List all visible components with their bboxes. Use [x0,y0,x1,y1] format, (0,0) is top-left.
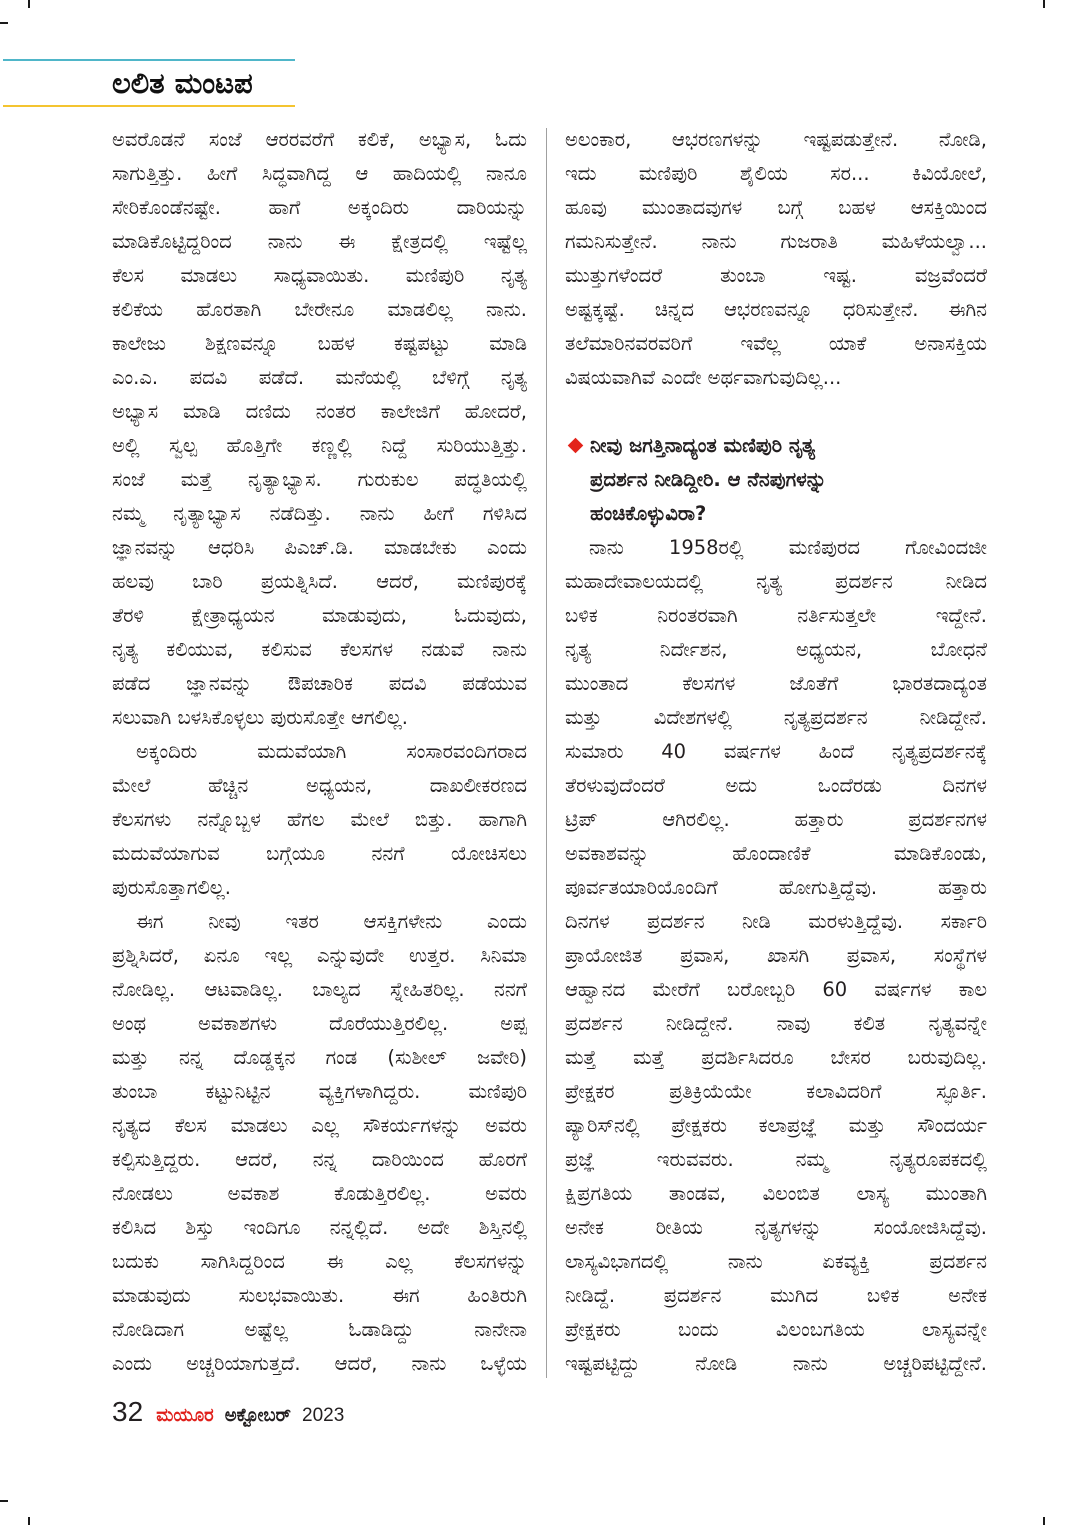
text-line: ಅನೇಕ ರೀತಿಯ ನೃತ್ಯಗಳನ್ನು ಸಂಯೋಜಿಸಿದ್ದೆವು. [565,1216,987,1239]
text-line: ಇದು ಮಣಿಪುರಿ ಶೈಲಿಯ ಸರ... ಕಿವಿಯೋಲೆ, [565,162,987,185]
text-line: ಅಷ್ಟಕ್ಕಷ್ಟೆ. ಚಿನ್ನದ ಆಭರಣವನ್ನೂ ಧರಿಸುತ್ತೇನೆ. ಈಗಿನ [565,298,987,321]
magazine-logo: ಮಯೂರ [156,1405,214,1426]
text-line: ಕಲಿಸಿದ ಶಿಸ್ತು ಇಂದಿಗೂ ನನ್ನಲ್ಲಿದೆ. ಅದೇ ಶಿಸ್ತಿನಲ್ಲಿ [112,1216,527,1239]
text-line: ಮೇಲೆ ಹೆಚ್ಚಿನ ಅಧ್ಯಯನ, ದಾಖಲೀಕರಣದ [112,774,527,797]
text-line: ಮತ್ತೆ ಮತ್ತೆ ಪ್ರದರ್ಶಿಸಿದರೂ ಬೇಸರ ಬರುವುದಿಲ್ಲ. [565,1046,987,1069]
text-line: ಈಗ ನೀವು ಇತರ ಆಸಕ್ತಿಗಳೇನು ಎಂದು [136,910,527,933]
issue-month: ಅಕ್ಟೋಬರ್ [224,1405,291,1426]
text-line: ತುಂಬಾ ಕಟ್ಟುನಿಟ್ಟಿನ ವ್ಯಕ್ತಿಗಳಾಗಿದ್ದರು. ಮಣಿಪುರಿ [112,1080,527,1103]
crop-mark [28,0,30,8]
text-line: ನೋಡಲು ಅವಕಾಶ ಕೊಡುತ್ತಿರಲಿಲ್ಲ. ಅವರು [112,1182,527,1205]
text-line: ಬದುಕು ಸಾಗಿಸಿದ್ದರಿಂದ ಈ ಎಲ್ಲ ಕೆಲಸಗಳನ್ನು [112,1250,527,1273]
text-line: ಕೆಲಸಗಳು ನನ್ನೊಬ್ಬಳ ಹೆಗಲ ಮೇಲೆ ಬಿತ್ತು. ಹಾಗಾಗಿ [112,808,527,831]
text-line: ಅವಕಾಶವನ್ನು ಹೊಂದಾಣಿಕೆ ಮಾಡಿಕೊಂಡು, [565,842,987,865]
diamond-bullet-icon [568,438,584,454]
text-line: ಸಲುವಾಗಿ ಬಳಸಿಕೊಳ್ಳಲು ಪುರುಸೊತ್ತೇ ಆಗಲಿಲ್ಲ. [112,706,409,729]
text-line: ತೆರಳುವುದೆಂದರೆ ಅದು ಒಂದೆರಡು ದಿನಗಳ [565,774,987,797]
text-line: ಕ್ಷಿಪ್ರಗತಿಯ ತಾಂಡವ, ವಿಲಂಬಿತ ಲಾಸ್ಯ ಮುಂತಾಗಿ [565,1182,987,1205]
text-line: ಪ್ರಾಯೋಜಿತ ಪ್ರವಾಸ, ಖಾಸಗಿ ಪ್ರವಾಸ, ಸಂಸ್ಥೆಗಳ [565,944,987,967]
text-line: ನೋಡಿಲ್ಲ. ಆಟವಾಡಿಲ್ಲ. ಬಾಲ್ಯದ ಸ್ನೇಹಿತರಿಲ್ಲ. ನನಗೆ [112,978,527,1001]
text-line: ಕಲ್ಪಿಸುತ್ತಿದ್ದರು. ಆದರೆ, ನನ್ನ ದಾರಿಯಿಂದ ಹೊರಗೆ [112,1148,527,1171]
body-paragraph [112,123,527,735]
text-line: ನೀವು ಜಗತ್ತಿನಾದ್ಯಂತ ಮಣಿಪುರಿ ನೃತ್ಯ [590,434,816,457]
right-column [565,123,987,1381]
text-line: ಎಂ.ಎ. ಪದವಿ ಪಡೆದೆ. ಮನೆಯಲ್ಲಿ ಬೆಳಿಗ್ಗೆ ನೃತ್ಯ [112,366,527,389]
body-paragraph [112,735,527,905]
text-line: ವಿಷಯವಾಗಿವೆ ಎಂದೇ ಅರ್ಥವಾಗುವುದಿಲ್ಲ... [565,366,842,389]
crop-mark [1043,1517,1045,1525]
page-number: 32 [112,1396,144,1427]
question-text [590,429,987,531]
text-line: ಸೇರಿಕೊಂಡೆನಷ್ಟೇ. ಹಾಗೆ ಅಕ್ಕಂದಿರು ದಾರಿಯನ್ನು [112,196,527,219]
text-line: ಅಂಥ ಅವಕಾಶಗಳು ದೊರೆಯುತ್ತಿರಲಿಲ್ಲ. ಅಪ್ಪ [112,1012,527,1035]
text-line: ಮುಂತಾದ ಕೆಲಸಗಳ ಜೊತೆಗೆ ಭಾರತದಾದ್ಯಂತ [565,672,987,695]
text-line: ದಿನಗಳ ಪ್ರದರ್ಶನ ನೀಡಿ ಮರಳುತ್ತಿದ್ದೆವು. ಸರ್ಕಾರಿ [565,910,987,933]
text-line: ಸಾಗುತ್ತಿತ್ತು. ಹೀಗೆ ಸಿದ್ಧವಾಗಿದ್ದ ಆ ಹಾದಿಯಲ್ಲಿ ನಾನೂ [112,162,527,185]
text-line: ಪ್ರೇಕ್ಷಕರ ಪ್ರತಿಕ್ರಿಯೆಯೇ ಕಲಾವಿದರಿಗೆ ಸ್ಫೂರ್ತಿ. [565,1080,987,1103]
interview-question [565,429,987,531]
text-line: ಅವರೊಡನೆ ಸಂಜೆ ಆರರವರೆಗೆ ಕಲಿಕೆ, ಅಭ್ಯಾಸ, ಓದು [112,128,527,151]
text-line: ತಲೆಮಾರಿನವರವರಿಗೆ ಇವೆಲ್ಲ ಯಾಕೆ ಅನಾಸಕ್ತಿಯ [565,332,987,355]
text-line: ಪ್ರಶ್ನಿಸಿದರೆ, ಏನೂ ಇಲ್ಲ ಎನ್ನುವುದೇ ಉತ್ತರ. ಸಿನಿಮಾ [112,944,527,967]
text-line: ಪ್ರದರ್ಶನ ನೀಡಿದ್ದೀರಿ. ಆ ನೆನಪುಗಳನ್ನು [590,468,827,491]
text-line: ಗಮನಿಸುತ್ತೇನೆ. ನಾನು ಗುಜರಾತಿ ಮಹಿಳೆಯಲ್ವಾ... [565,230,987,253]
text-line: ಅಲ್ಲಿ ಸ್ವಲ್ಪ ಹೊತ್ತಿಗೇ ಕಣ್ಣಲ್ಲಿ ನಿದ್ದೆ ಸುರಿಯುತ್ತಿತ್ತು. [112,434,527,457]
text-line: ನಮ್ಮ ನೃತ್ಯಾಭ್ಯಾಸ ನಡೆದಿತ್ತು. ನಾನು ಹೀಗೆ ಗಳಿಸಿದ [112,502,527,525]
header-rule-bottom [3,105,295,107]
answer-paragraph [565,531,987,1381]
paragraph-gap [565,395,987,429]
text-line: ಪಡೆದ ಜ್ಞಾನವನ್ನು ಔಪಚಾರಿಕ ಪದವಿ ಪಡೆಯುವ [112,672,527,695]
text-line: ನೃತ್ಯ ಕಲಿಯುವ, ಕಲಿಸುವ ಕೆಲಸಗಳ ನಡುವೆ ನಾನು [112,638,527,661]
issue-year: 2023 [302,1405,345,1426]
text-line: ನಾನು 1958ರಲ್ಲಿ ಮಣಿಪುರದ ಗೋವಿಂದಜೀ [589,536,987,559]
text-line: ಇಷ್ಟಪಟ್ಟಿದ್ದು ನೋಡಿ ನಾನು ಅಚ್ಚರಿಪಟ್ಟಿದ್ದೇನೆ. [565,1352,987,1375]
text-line: ಪ್ರೇಕ್ಷಕರು ಬಂದು ವಿಲಂಬಗತಿಯ ಲಾಸ್ಯವನ್ನೇ [565,1318,987,1341]
text-line: ಮಹಾದೇವಾಲಯದಲ್ಲಿ ನೃತ್ಯ ಪ್ರದರ್ಶನ ನೀಡಿದ [565,570,987,593]
section-title: ಲಲಿತ ಮಂಟಪ [112,66,253,100]
column-divider [546,128,547,1378]
text-line: ಕಲಿಕೆಯ ಹೊರತಾಗಿ ಬೇರೇನೂ ಮಾಡಲಿಲ್ಲ ನಾನು. [112,298,527,321]
text-line: ಹಲವು ಬಾರಿ ಪ್ರಯತ್ನಿಸಿದೆ. ಆದರೆ, ಮಣಿಪುರಕ್ಕೆ [112,570,527,593]
text-line: ನೀಡಿದ್ದೆ. ಪ್ರದರ್ಶನ ಮುಗಿದ ಬಳಿಕ ಅನೇಕ [565,1284,987,1307]
page-footer [112,1392,344,1432]
text-line: ಜ್ಞಾನವನ್ನು ಆಧರಿಸಿ ಪಿಎಚ್.ಡಿ. ಮಾಡಬೇಕು ಎಂದು [112,536,527,559]
text-line: ಮಾಡಿಕೊಟ್ಟಿದ್ದರಿಂದ ನಾನು ಈ ಕ್ಷೇತ್ರದಲ್ಲಿ ಇಷ್ಟೆಲ್ಲ [112,230,527,253]
text-line: ಕಾಲೇಜು ಶಿಕ್ಷಣವನ್ನೂ ಬಹಳ ಕಷ್ಟಪಟ್ಟು ಮಾಡಿ [112,332,527,355]
text-line: ಮತ್ತು ನನ್ನ ದೊಡ್ಡಕ್ಕನ ಗಂಡ (ಸುಶೀಲ್ ಜವೇರಿ) [112,1046,527,1069]
crop-mark [1043,0,1045,8]
text-line: ಪೂರ್ವತಯಾರಿಯೊಂದಿಗೆ ಹೋಗುತ್ತಿದ್ದೆವು. ಹತ್ತಾರು [565,876,987,899]
text-line: ಪ್ರಜ್ಞೆ ಇರುವವರು. ನಮ್ಮ ನೃತ್ಯರೂಪಕದಲ್ಲಿ [565,1148,987,1171]
header-rule-top [3,59,295,61]
text-line: ಪುರುಸೊತ್ತಾಗಲಿಲ್ಲ. [112,876,231,899]
text-line: ನೃತ್ಯ ನಿರ್ದೇಶನ, ಅಧ್ಯಯನ, ಬೋಧನೆ [565,638,987,661]
text-line: ಲಾಸ್ಯವಿಭಾಗದಲ್ಲಿ ನಾನು ಏಕವ್ಯಕ್ತಿ ಪ್ರದರ್ಶನ [565,1250,987,1273]
text-line: ಅಭ್ಯಾಸ ಮಾಡಿ ದಣಿದು ನಂತರ ಕಾಲೇಜಿಗೆ ಹೋದರೆ, [112,400,527,423]
text-line: ಪ್ಯಾರಿಸ್‌ನಲ್ಲಿ ಪ್ರೇಕ್ಷಕರು ಕಲಾಪ್ರಜ್ಞೆ ಮತ್ತು ಸೌಂದರ್ಯ [565,1114,987,1137]
text-line: ಹೂವು ಮುಂತಾದವುಗಳ ಬಗ್ಗೆ ಬಹಳ ಆಸಕ್ತಿಯಿಂದ [565,196,987,219]
text-line: ಅಕ್ಕಂದಿರು ಮದುವೆಯಾಗಿ ಸಂಸಾರವಂದಿಗರಾದ [136,740,527,763]
crop-mark [28,1517,30,1525]
crop-mark [0,22,8,24]
text-line: ಸಂಜೆ ಮತ್ತೆ ನೃತ್ಯಾಭ್ಯಾಸ. ಗುರುಕುಲ ಪದ್ಧತಿಯಲ್ಲಿ [112,468,527,491]
text-line: ಮಾಡುವುದು ಸುಲಭವಾಯಿತು. ಈಗ ಹಿಂತಿರುಗಿ [112,1284,527,1307]
left-column [112,123,527,1381]
text-line: ಆಹ್ವಾನದ ಮೇರೆಗೆ ಬರೋಬ್ಬರಿ 60 ವರ್ಷಗಳ ಕಾಲ [565,978,987,1001]
text-line: ನೃತ್ಯದ ಕೆಲಸ ಮಾಡಲು ಎಲ್ಲ ಸೌಕರ್ಯಗಳನ್ನು ಅವರು [112,1114,527,1137]
body-paragraph [112,905,527,1381]
text-line: ಹಂಚಿಕೊಳ್ಳುವಿರಾ? [590,502,707,525]
text-line: ಬಳಿಕ ನಿರಂತರವಾಗಿ ನರ್ತಿಸುತ್ತಲೇ ಇದ್ದೇನೆ. [565,604,987,627]
text-line: ನೋಡಿದಾಗ ಅಷ್ಟೆಲ್ಲ ಓಡಾಡಿದ್ದು ನಾನೇನಾ [112,1318,527,1341]
text-line: ಟ್ರಿಪ್ ಆಗಿರಲಿಲ್ಲ. ಹತ್ತಾರು ಪ್ರದರ್ಶನಗಳ [565,808,987,831]
text-line: ಮುತ್ತುಗಳೆಂದರೆ ತುಂಬಾ ಇಷ್ಟ. ವಜ್ರವೆಂದರೆ [565,264,987,287]
text-line: ಸುಮಾರು 40 ವರ್ಷಗಳ ಹಿಂದೆ ನೃತ್ಯಪ್ರದರ್ಶನಕ್ಕೆ [565,740,987,763]
text-line: ಪ್ರದರ್ಶನ ನೀಡಿದ್ದೇನೆ. ನಾವು ಕಲಿತ ನೃತ್ಯವನ್ನೇ [565,1012,987,1035]
text-line: ಮತ್ತು ವಿದೇಶಗಳಲ್ಲಿ ನೃತ್ಯಪ್ರದರ್ಶನ ನೀಡಿದ್ದೇನೆ. [565,706,987,729]
text-line: ಮದುವೆಯಾಗುವ ಬಗ್ಗೆಯೂ ನನಗೆ ಯೋಚಿಸಲು [112,842,527,865]
text-line: ಕೆಲಸ ಮಾಡಲು ಸಾಧ್ಯವಾಯಿತು. ಮಣಿಪುರಿ ನೃತ್ಯ [112,264,527,287]
text-line: ಅಲಂಕಾರ, ಆಭರಣಗಳನ್ನು ಇಷ್ಟಪಡುತ್ತೇನೆ. ನೋಡಿ, [565,128,987,151]
text-line: ತೆರಳಿ ಕ್ಷೇತ್ರಾಧ್ಯಯನ ಮಾಡುವುದು, ಓದುವುದು, [112,604,527,627]
body-paragraph [565,123,987,395]
crop-mark [0,1500,8,1502]
text-line: ಎಂದು ಅಚ್ಚರಿಯಾಗುತ್ತದೆ. ಆದರೆ, ನಾನು ಒಳ್ಳೆಯ [112,1352,527,1375]
